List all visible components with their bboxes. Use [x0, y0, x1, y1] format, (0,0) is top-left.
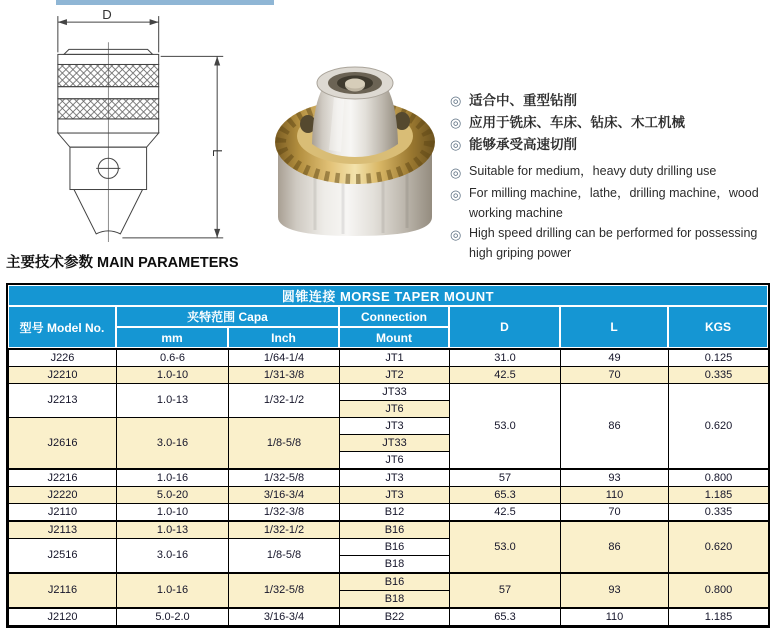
cell-mount: JT33 — [340, 384, 450, 401]
cell-kgs: 1.185 — [669, 608, 769, 626]
cell-model: J2210 — [9, 367, 117, 384]
cell-kgs: 0.620 — [669, 521, 769, 573]
table-row — [9, 487, 769, 504]
cell-capa-inch: 1/32-5/8 — [229, 573, 340, 608]
cell-d: 65.3 — [450, 608, 561, 626]
cell-capa-mm: 5.0-20 — [117, 487, 229, 504]
feature-text: For milling machine，lathe，drilling machine，wood working machine — [469, 186, 759, 220]
cell-mount: B16 — [340, 539, 450, 556]
feature-item — [450, 224, 772, 263]
cell-l: 49 — [561, 350, 669, 367]
ring-bullet-icon: ◎ — [450, 93, 462, 108]
header-capa: 夹特范围 Capa — [116, 306, 339, 327]
cell-capa-mm: 3.0-16 — [117, 418, 229, 470]
table-row — [9, 521, 769, 539]
table-row — [9, 573, 769, 591]
header-inch: Inch — [228, 327, 339, 348]
ring-bullet-icon: ◎ — [450, 165, 462, 180]
cell-d: 42.5 — [450, 367, 561, 384]
ring-bullet-icon: ◎ — [450, 227, 462, 242]
ring-bullet-icon: ◎ — [450, 137, 462, 152]
cell-capa-inch: 3/16-3/4 — [229, 608, 340, 626]
cell-model: J2220 — [9, 487, 117, 504]
header-mount: Mount — [339, 327, 449, 348]
feature-text: 能够承受高速切削 — [469, 137, 577, 152]
cell-model: J2110 — [9, 504, 117, 522]
cell-mount: B18 — [340, 556, 450, 574]
cell-capa-mm: 1.0-13 — [117, 521, 229, 539]
cell-mount: B18 — [340, 591, 450, 609]
cell-model: J226 — [9, 350, 117, 367]
header-l: L — [560, 306, 668, 348]
feature-text: Suitable for medium，heavy duty drilling use — [469, 164, 717, 178]
ring-bullet-icon: ◎ — [450, 187, 462, 202]
cell-l: 93 — [561, 573, 669, 608]
feature-text: 应用于铣床、车床、钻床、木工机械 — [469, 115, 685, 130]
cell-l: 70 — [561, 367, 669, 384]
cell-capa-inch: 1/31-3/8 — [229, 367, 340, 384]
cell-kgs: 0.125 — [669, 350, 769, 367]
table-row — [9, 608, 769, 626]
feature-list-en — [450, 162, 772, 263]
cell-capa-inch: 1/32-3/8 — [229, 504, 340, 522]
cell-capa-mm: 1.0-16 — [117, 573, 229, 608]
section-title: 主要技术参数 MAIN PARAMETERS — [6, 255, 239, 271]
feature-text: 适合中、重型钻削 — [469, 93, 577, 108]
table-row — [9, 350, 769, 367]
cell-mount: JT2 — [340, 367, 450, 384]
cell-mount: JT1 — [340, 350, 450, 367]
cell-capa-mm: 1.0-16 — [117, 469, 229, 487]
cell-model: J2120 — [9, 608, 117, 626]
cell-mount: B16 — [340, 573, 450, 591]
header-model-no: 型号 Model No. — [8, 306, 116, 348]
cell-mount: JT33 — [340, 435, 450, 452]
table-row — [9, 504, 769, 522]
feature-text: High speed drilling can be performed for possessing high griping power — [469, 226, 758, 260]
product-photo — [254, 24, 456, 242]
cell-d: 42.5 — [450, 504, 561, 522]
table-row — [9, 367, 769, 384]
cell-kgs: 0.800 — [669, 469, 769, 487]
chuck-dimension-drawing — [36, 6, 236, 248]
cell-d: 65.3 — [450, 487, 561, 504]
table-row — [9, 469, 769, 487]
cell-capa-mm: 3.0-16 — [117, 539, 229, 574]
cell-kgs: 1.185 — [669, 487, 769, 504]
cell-l: 93 — [561, 469, 669, 487]
feature-item — [450, 134, 772, 155]
cell-l: 110 — [561, 608, 669, 626]
cell-mount: JT3 — [340, 469, 450, 487]
feature-item — [450, 90, 772, 111]
table-body — [8, 349, 769, 626]
cell-capa-inch: 1/32-1/2 — [229, 521, 340, 539]
top-accent-bar — [56, 0, 274, 5]
cell-model: J2516 — [9, 539, 117, 574]
cell-capa-mm: 1.0-10 — [117, 367, 229, 384]
cell-mount: JT6 — [340, 452, 450, 470]
feature-item — [450, 162, 772, 183]
cell-l: 110 — [561, 487, 669, 504]
cell-capa-inch: 3/16-3/4 — [229, 487, 340, 504]
table-row — [9, 384, 769, 401]
cell-model: J2113 — [9, 521, 117, 539]
parameters-table — [6, 283, 770, 628]
cell-model: J2216 — [9, 469, 117, 487]
cell-capa-mm: 5.0-2.0 — [117, 608, 229, 626]
feature-list — [450, 90, 772, 264]
cell-model: J2616 — [9, 418, 117, 470]
cell-l: 86 — [561, 521, 669, 573]
feature-item — [450, 184, 772, 223]
dim-l-label: L — [210, 149, 226, 157]
cell-capa-mm: 1.0-13 — [117, 384, 229, 418]
header-connection: Connection — [339, 306, 449, 327]
cell-d: 57 — [450, 573, 561, 608]
cell-capa-inch: 1/32-1/2 — [229, 384, 340, 418]
cell-capa-inch: 1/8-5/8 — [229, 418, 340, 470]
cell-d: 57 — [450, 469, 561, 487]
cell-model: J2213 — [9, 384, 117, 418]
cell-mount: JT6 — [340, 401, 450, 418]
cell-kgs: 0.800 — [669, 573, 769, 608]
cell-mount: B12 — [340, 504, 450, 522]
cell-model: J2116 — [9, 573, 117, 608]
cell-d: 53.0 — [450, 384, 561, 470]
feature-item — [450, 112, 772, 133]
header-d: D — [449, 306, 560, 348]
cell-l: 86 — [561, 384, 669, 470]
header-mm: mm — [116, 327, 228, 348]
ring-bullet-icon: ◎ — [450, 115, 462, 130]
cell-mount: B22 — [340, 608, 450, 626]
cell-capa-inch: 1/8-5/8 — [229, 539, 340, 574]
cell-d: 53.0 — [450, 521, 561, 573]
table-title: 圆锥连接 MORSE TAPER MOUNT — [8, 285, 768, 306]
header-kgs: KGS — [668, 306, 768, 348]
cell-capa-mm: 0.6-6 — [117, 350, 229, 367]
table-header — [8, 285, 768, 349]
cell-mount: B16 — [340, 521, 450, 539]
cell-kgs: 0.335 — [669, 504, 769, 522]
cell-capa-mm: 1.0-10 — [117, 504, 229, 522]
cell-kgs: 0.620 — [669, 384, 769, 470]
cell-capa-inch: 1/64-1/4 — [229, 350, 340, 367]
cell-mount: JT3 — [340, 418, 450, 435]
dim-d-label: D — [102, 7, 112, 23]
cell-l: 70 — [561, 504, 669, 522]
cell-kgs: 0.335 — [669, 367, 769, 384]
cell-capa-inch: 1/32-5/8 — [229, 469, 340, 487]
cell-d: 31.0 — [450, 350, 561, 367]
cell-mount: JT3 — [340, 487, 450, 504]
